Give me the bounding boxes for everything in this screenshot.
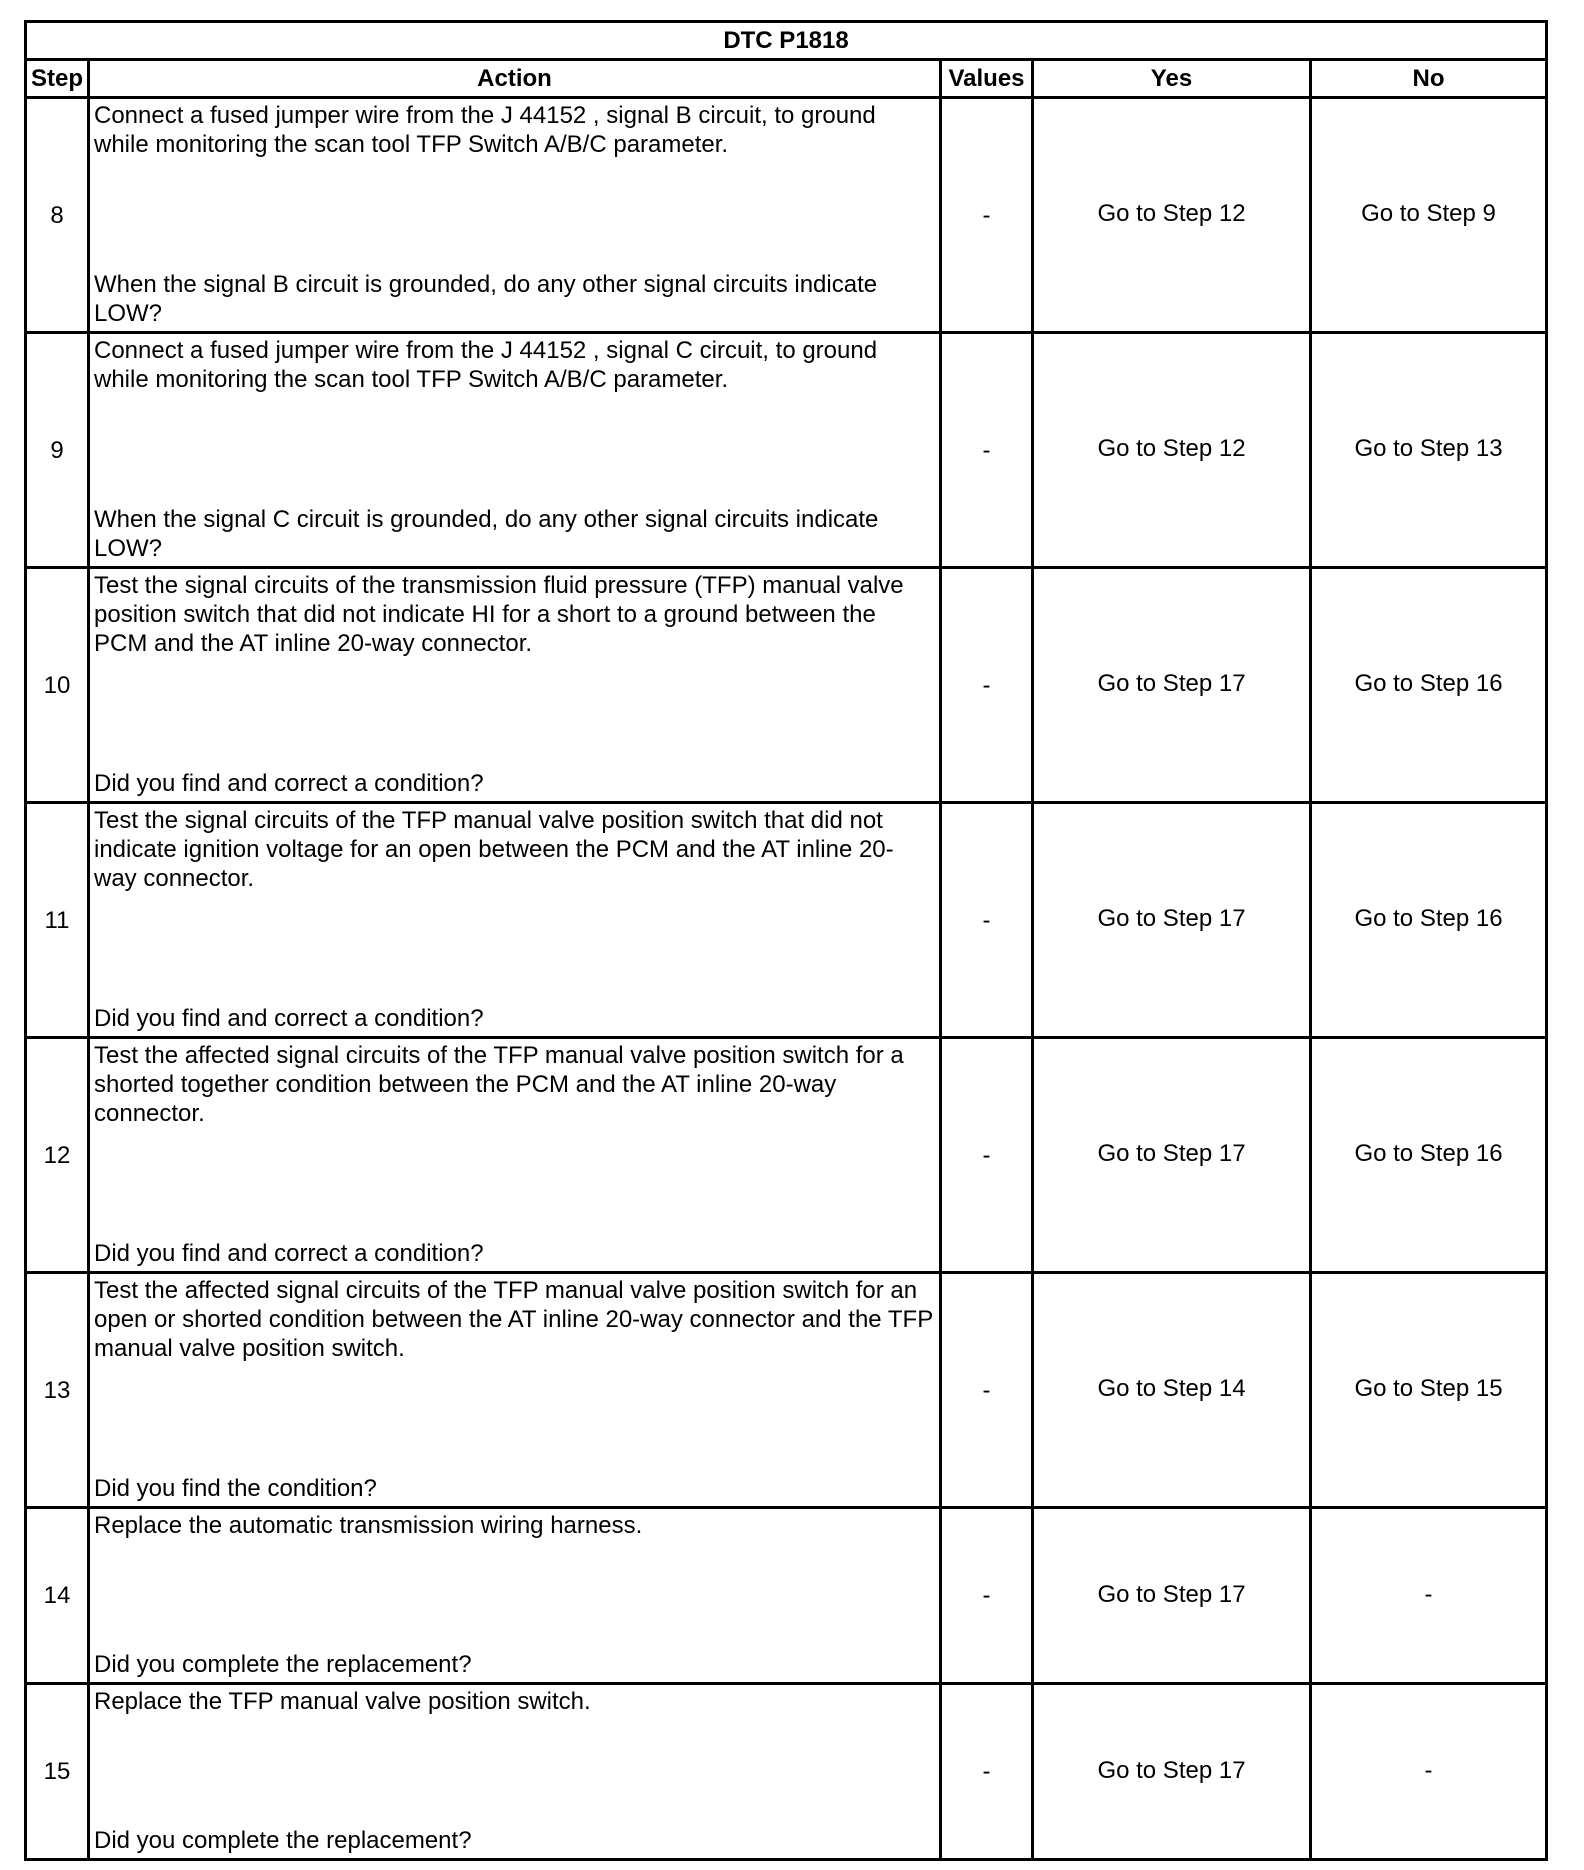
no-cell: Go to Step 15 bbox=[1311, 1273, 1547, 1508]
table-row bbox=[26, 333, 1547, 568]
action-question: When the signal C circuit is grounded, do any other signal circuits indicate LOW? bbox=[94, 506, 879, 562]
action-cell bbox=[89, 1038, 941, 1273]
step-number: 12 bbox=[26, 1038, 89, 1273]
yes-cell: Go to Step 17 bbox=[1033, 568, 1311, 803]
step-number: 14 bbox=[26, 1508, 89, 1684]
table-row bbox=[26, 568, 1547, 803]
action-instruction: Replace the automatic transmission wiring harness. bbox=[94, 1512, 643, 1539]
yes-cell: Go to Step 17 bbox=[1033, 1508, 1311, 1684]
yes-cell: Go to Step 12 bbox=[1033, 333, 1311, 568]
action-instruction: Replace the TFP manual valve position switch. bbox=[94, 1688, 591, 1715]
action-cell bbox=[89, 98, 941, 333]
step-number: 10 bbox=[26, 568, 89, 803]
action-instruction: Connect a fused jumper wire from the J 44152 , signal C circuit, to ground while monitoring the scan tool TFP Switch A/B/C parameter. bbox=[94, 337, 878, 393]
values-cell: - bbox=[941, 1273, 1033, 1508]
action-instruction: Test the affected signal circuits of the TFP manual valve position switch for a shorted together condition between the PCM and the AT inline 20-way connector. bbox=[94, 1042, 904, 1127]
table-title: DTC P1818 bbox=[26, 22, 1547, 60]
title-row bbox=[26, 22, 1547, 60]
step-number: 13 bbox=[26, 1273, 89, 1508]
action-question: Did you complete the replacement? bbox=[94, 1651, 472, 1678]
action-cell bbox=[89, 1508, 941, 1684]
header-row bbox=[26, 60, 1547, 98]
table-row bbox=[26, 1273, 1547, 1508]
header-action: Action bbox=[89, 60, 941, 98]
yes-cell: Go to Step 17 bbox=[1033, 1038, 1311, 1273]
step-number: 9 bbox=[26, 333, 89, 568]
header-values: Values bbox=[941, 60, 1033, 98]
action-question: Did you find the condition? bbox=[94, 1475, 377, 1502]
values-cell: - bbox=[941, 568, 1033, 803]
action-question: Did you find and correct a condition? bbox=[94, 770, 484, 797]
yes-cell: Go to Step 17 bbox=[1033, 1684, 1311, 1860]
action-question: Did you complete the replacement? bbox=[94, 1827, 472, 1854]
no-cell: Go to Step 9 bbox=[1311, 98, 1547, 333]
header-no: No bbox=[1311, 60, 1547, 98]
yes-cell: Go to Step 17 bbox=[1033, 803, 1311, 1038]
dtc-table bbox=[24, 20, 1548, 1861]
table-row bbox=[26, 803, 1547, 1038]
action-instruction: Connect a fused jumper wire from the J 44152 , signal B circuit, to ground while monitoring the scan tool TFP Switch A/B/C parameter. bbox=[94, 102, 876, 158]
step-number: 15 bbox=[26, 1684, 89, 1860]
table-row bbox=[26, 1684, 1547, 1860]
action-cell bbox=[89, 333, 941, 568]
step-number: 8 bbox=[26, 98, 89, 333]
action-cell bbox=[89, 1684, 941, 1860]
action-instruction: Test the signal circuits of the TFP manual valve position switch that did not indicate ignition voltage for an open between the PCM and the AT inline 20-way connector. bbox=[94, 807, 894, 892]
no-cell: Go to Step 16 bbox=[1311, 568, 1547, 803]
table-row bbox=[26, 98, 1547, 333]
no-cell: Go to Step 16 bbox=[1311, 1038, 1547, 1273]
action-cell bbox=[89, 1273, 941, 1508]
action-cell bbox=[89, 568, 941, 803]
values-cell: - bbox=[941, 98, 1033, 333]
header-step: Step bbox=[26, 60, 89, 98]
yes-cell: Go to Step 14 bbox=[1033, 1273, 1311, 1508]
action-instruction: Test the signal circuits of the transmission fluid pressure (TFP) manual valve position switch that did not indicate HI for a short to a ground between the PCM and the AT inline 20-way connector. bbox=[94, 572, 904, 657]
step-number: 11 bbox=[26, 803, 89, 1038]
values-cell: - bbox=[941, 1038, 1033, 1273]
action-question: Did you find and correct a condition? bbox=[94, 1005, 484, 1032]
action-cell bbox=[89, 803, 941, 1038]
no-cell: Go to Step 16 bbox=[1311, 803, 1547, 1038]
no-cell: Go to Step 13 bbox=[1311, 333, 1547, 568]
table-row bbox=[26, 1508, 1547, 1684]
values-cell: - bbox=[941, 803, 1033, 1038]
yes-cell: Go to Step 12 bbox=[1033, 98, 1311, 333]
action-instruction: Test the affected signal circuits of the TFP manual valve position switch for an open or shorted condition between the AT inline 20-way connector and the TFP manual valve position switch. bbox=[94, 1277, 933, 1362]
no-cell: - bbox=[1311, 1508, 1547, 1684]
action-question: Did you find and correct a condition? bbox=[94, 1240, 484, 1267]
values-cell: - bbox=[941, 333, 1033, 568]
table-row bbox=[26, 1038, 1547, 1273]
values-cell: - bbox=[941, 1684, 1033, 1860]
no-cell: - bbox=[1311, 1684, 1547, 1860]
header-yes: Yes bbox=[1033, 60, 1311, 98]
values-cell: - bbox=[941, 1508, 1033, 1684]
action-question: When the signal B circuit is grounded, do any other signal circuits indicate LOW? bbox=[94, 271, 878, 327]
